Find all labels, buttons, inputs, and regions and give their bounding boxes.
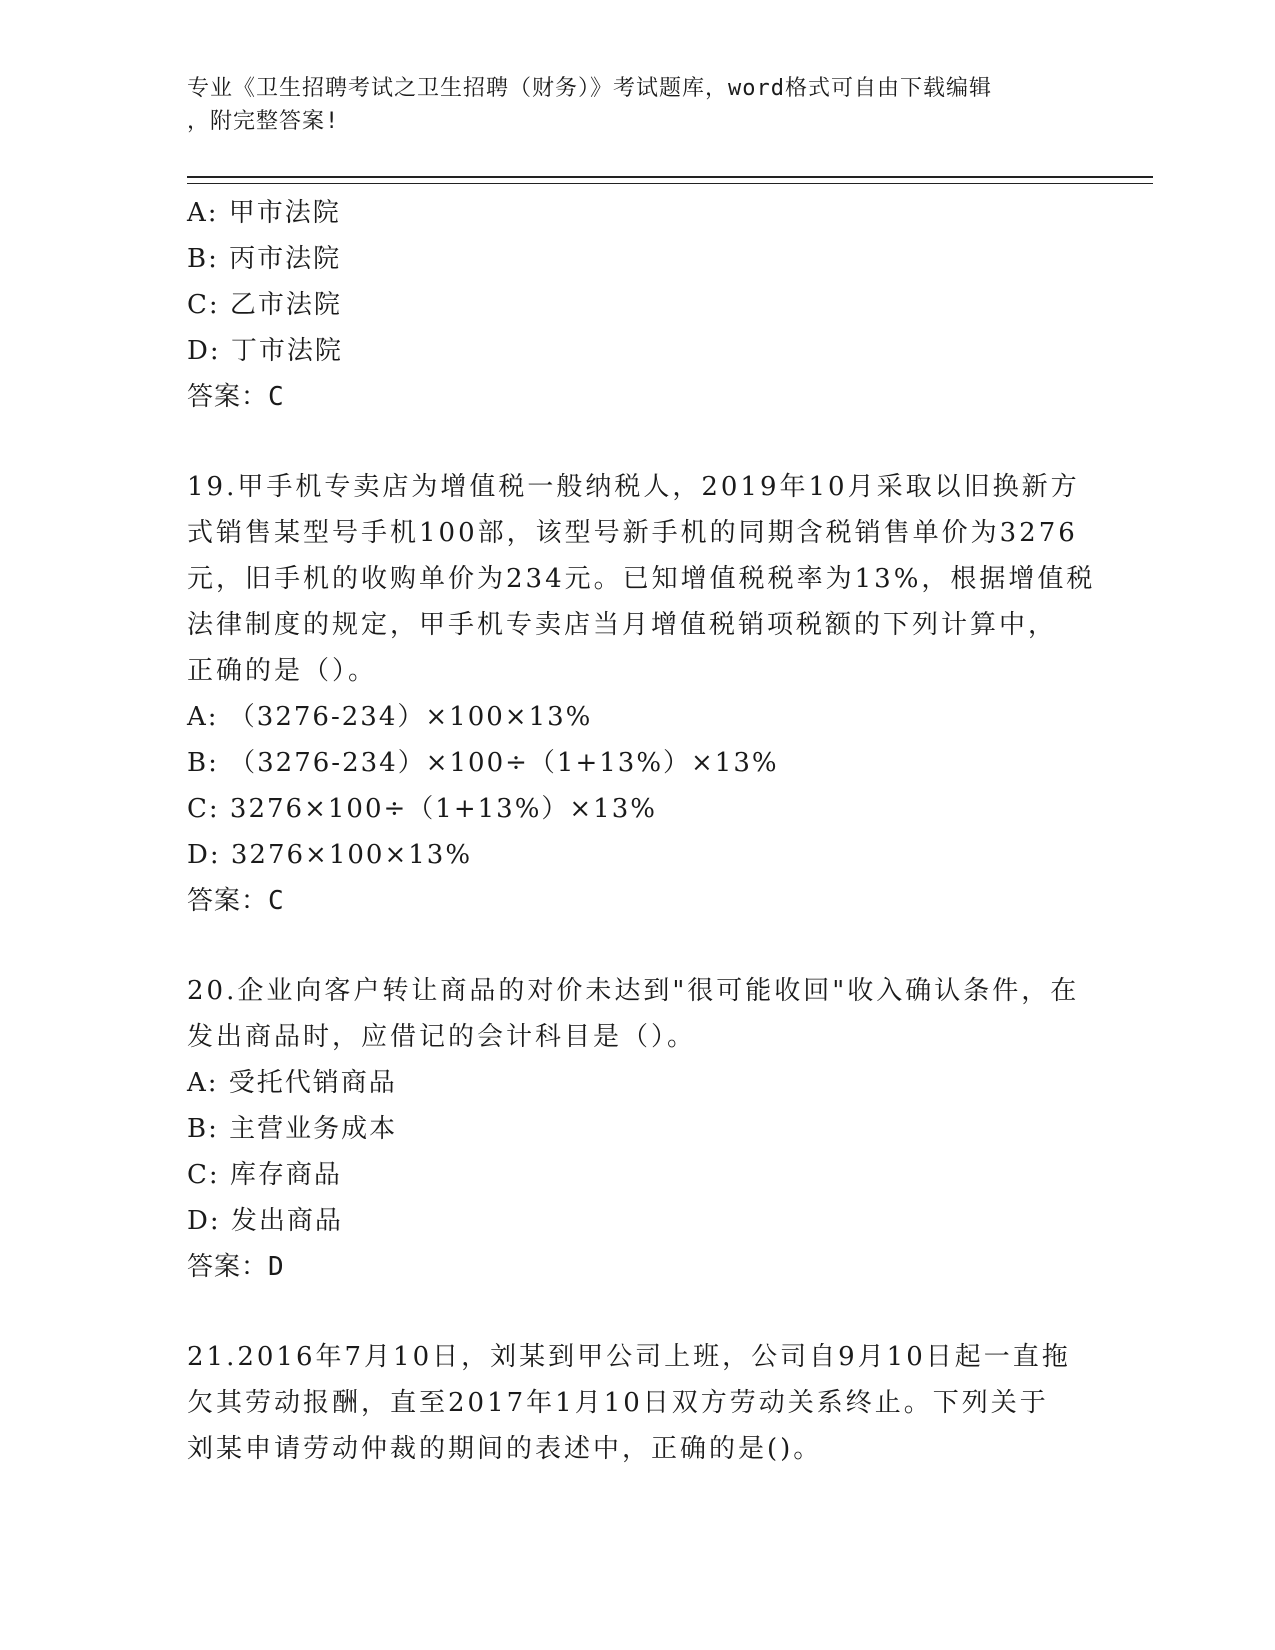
option-c: C: 乙市法院 (187, 290, 342, 320)
option-a: A: （3276-234）×100×13% (187, 702, 593, 732)
question-text-line: 正确的是（）。 (187, 656, 378, 686)
question-text-line: 式销售某型号手机100部，该型号新手机的同期含税销售单价为3276 (187, 518, 1078, 548)
question-19 (187, 464, 1096, 924)
question-18-fragment (187, 190, 1087, 420)
answer-line: 答案：C (187, 886, 285, 916)
question-text-line: 20.企业向客户转让商品的对价未达到"很可能收回"收入确认条件，在 (187, 976, 1080, 1006)
header-line-1: 专业《卫生招聘考试之卫生招聘（财务）》考试题库，word格式可自由下载编辑 (187, 76, 992, 101)
question-text-line: 发出商品时，应借记的会计科目是（）。 (187, 1022, 697, 1052)
question-text-line: 元，旧手机的收购单价为234元。已知增值税税率为13%，根据增值税 (187, 564, 1096, 594)
document-header (187, 72, 1067, 138)
option-b: B: （3276-234）×100÷（1+13%）×13% (187, 748, 779, 778)
question-text-line: 21.2016年7月10日，刘某到甲公司上班，公司自9月10日起一直拖 (187, 1342, 1071, 1372)
answer-line: 答案：D (187, 1252, 285, 1282)
question-text-line: 刘某申请劳动仲裁的期间的表述中，正确的是()。 (187, 1434, 823, 1464)
question-text-line: 法律制度的规定，甲手机专卖店当月增值税销项税额的下列计算中， (187, 610, 1058, 640)
option-a: A: 甲市法院 (187, 198, 341, 228)
option-d: D: 3276×100×13% (187, 840, 473, 870)
document-body (187, 190, 1096, 1472)
header-line-2: ，附完整答案! (187, 109, 340, 134)
option-b: B: 丙市法院 (187, 244, 342, 274)
option-c: C: 库存商品 (187, 1160, 342, 1190)
question-text-line: 19.甲手机专卖店为增值税一般纳税人，2019年10月采取以旧换新方 (187, 472, 1080, 502)
question-text-line: 欠其劳动报酬，直至2017年1月10日双方劳动关系终止。下列关于 (187, 1388, 1049, 1418)
answer-line: 答案：C (187, 382, 285, 412)
option-c: C: 3276×100÷（1+13%）×13% (187, 794, 657, 824)
question-21 (187, 1334, 1087, 1472)
header-divider (187, 176, 1153, 184)
option-d: D: 丁市法院 (187, 336, 343, 366)
question-20 (187, 968, 1087, 1290)
option-a: A: 受托代销商品 (187, 1068, 397, 1098)
option-d: D: 发出商品 (187, 1206, 343, 1236)
option-b: B: 主营业务成本 (187, 1114, 398, 1144)
